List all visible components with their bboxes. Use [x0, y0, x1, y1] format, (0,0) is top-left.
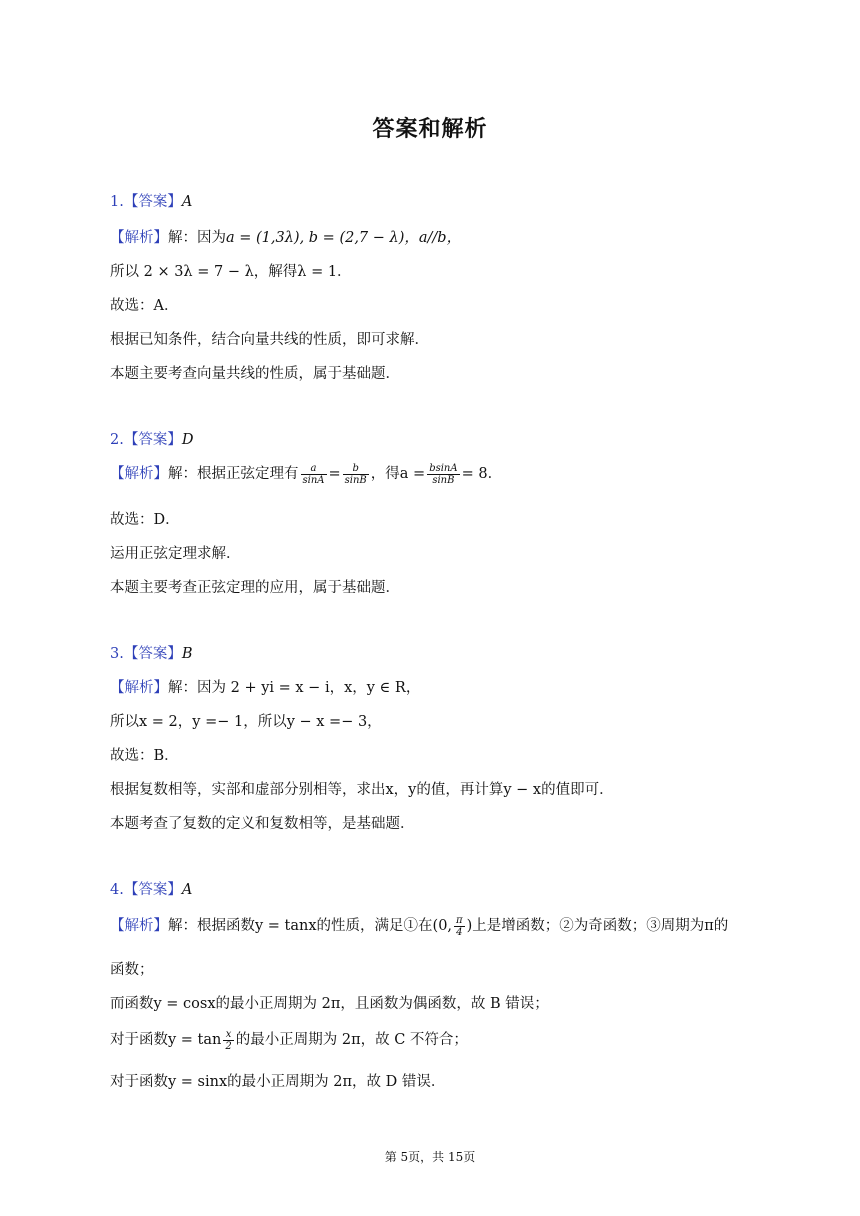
q1-explanation-line-3: 故选：A． [110, 298, 179, 314]
fraction-pi-4: $\frac{\pi}{4}$ [456, 914, 463, 938]
q3-explanation-line-5: 本题考查了复数的定义和复数相等，是基础题． [110, 816, 415, 832]
q2-explanation-line-5: 本题主要考查正弦定理的应用，属于基础题． [110, 580, 400, 596]
q1-explanation-line-1: 【解析】解：因为a = (1,3λ), b = (2,7 − λ)，a//b， [110, 230, 462, 246]
page-title: 答案和解析 [372, 117, 488, 142]
q1-answer: 1.【答案】A [110, 194, 193, 210]
fraction-bsinA-sinB: $\frac{bsinA}{\sin B}$ [429, 462, 458, 486]
q4-explanation-line-2: 函数； [110, 962, 154, 978]
q4-explanation-line-5: 对于函数y = sinx的最小正周期为 2π，故 D 错误． [110, 1074, 446, 1090]
q1-explanation-line-4: 根据已知条件，结合向量共线的性质，即可求解． [110, 332, 429, 348]
fraction-x-2: $\frac{x}{2}$ [225, 1028, 232, 1052]
q4-explanation-line-4: 对于函数y = tan $\frac{x}{2}$ 的最小正周期为 2π，故 C 不符合； [110, 1028, 468, 1052]
q2-explanation-line-4: 运用正弦定理求解． [110, 546, 241, 562]
q1-explanation-line-5: 本题主要考查向量共线的性质，属于基础题． [110, 366, 400, 382]
fraction-b-sinB: $\frac{b}{\sin B}$ [344, 462, 367, 486]
q2-answer: 2.【答案】D [110, 432, 194, 448]
q2-explanation-line-3: 故选：D． [110, 512, 180, 528]
q3-explanation-line-1: 【解析】解：因为 2 + yi = x − i，x，y ∈ R， [110, 680, 421, 696]
q4-explanation-line-1: 【解析】解：根据函数y = tanx的性质，满足①在(0, $\frac{\pi}{4}$ )上是增函数；②为奇函数；③周期为π的 [110, 914, 729, 938]
q4-answer: 4.【答案】A [110, 882, 193, 898]
q3-answer: 3.【答案】B [110, 646, 193, 662]
q4-explanation-line-3: 而函数y = cosx的最小正周期为 2π，且函数为偶函数，故 B 错误； [110, 996, 549, 1012]
page-footer: 第 5页，共 15页 [384, 1150, 476, 1164]
q2-explanation-line-1: 【解析】解：根据正弦定理有 $\frac{a}{\sin A}$ = $\frac{b}{\sin B}$ ，得a = $\frac{bsinA}{\sin B}$ = 8． [110, 462, 503, 486]
q1-explanation-line-2: 所以 2 × 3λ = 7 − λ，解得λ = 1． [110, 264, 352, 280]
q3-explanation-line-4: 根据复数相等，实部和虚部分别相等，求出x，y的值，再计算y − x的值即可． [110, 782, 614, 798]
fraction-a-sinA: $\frac{a}{\sin A}$ [302, 462, 325, 486]
q3-explanation-line-3: 故选：B． [110, 748, 179, 764]
q3-explanation-line-2: 所以x = 2，y =− 1，所以y − x =− 3， [110, 714, 382, 730]
